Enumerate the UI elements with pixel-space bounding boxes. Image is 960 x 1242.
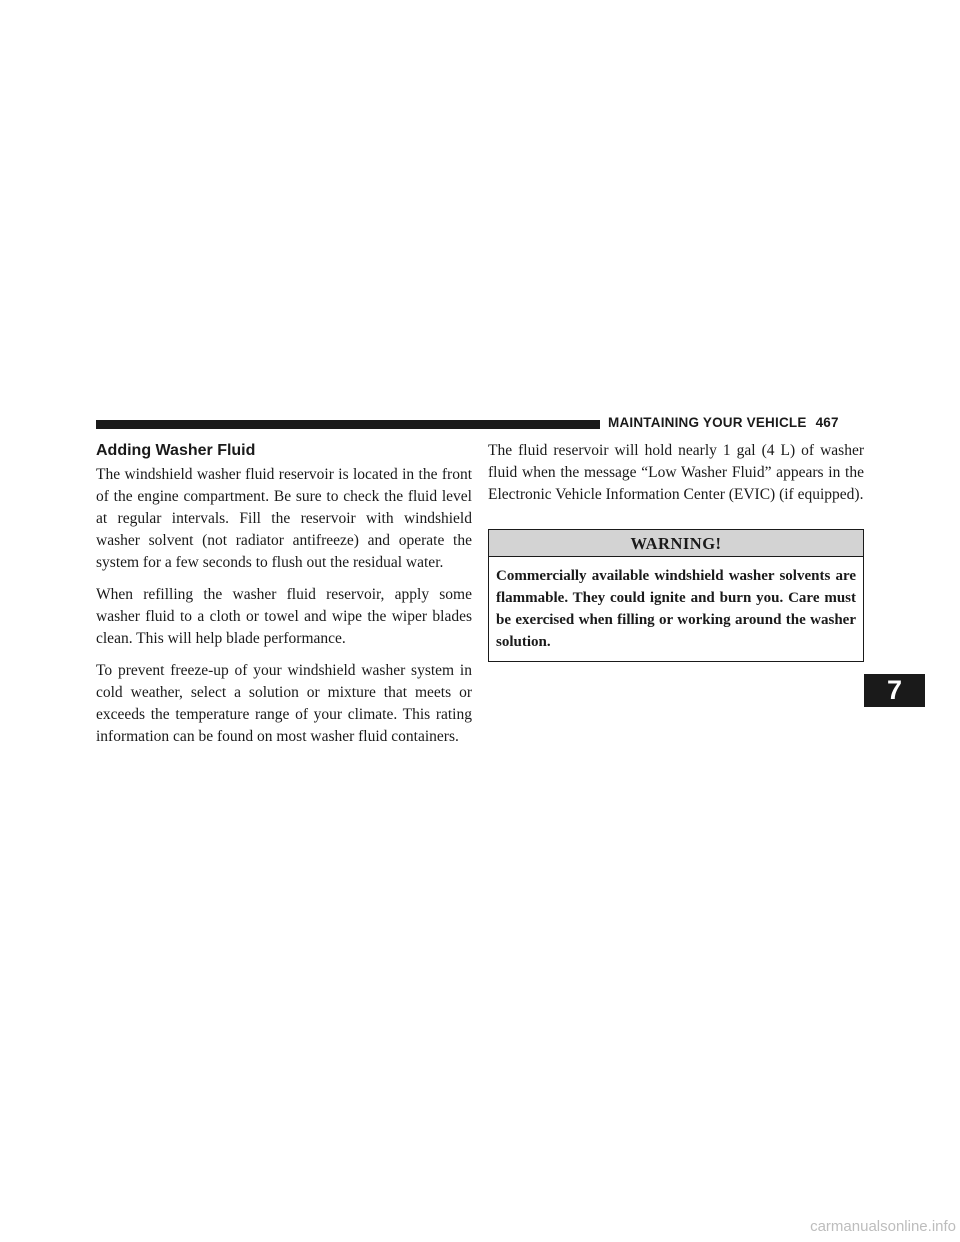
watermark: carmanualsonline.info <box>810 1218 956 1235</box>
header-rule <box>96 420 600 429</box>
warning-title: WARNING! <box>489 530 863 557</box>
left-column <box>96 440 472 758</box>
paragraph-freeze-up: To prevent freeze-up of your windshield washer system in cold weather, select a solution or mixture that meets or exceeds the temperature range of your climate. This rating information can be found on most washer fluid containers. <box>96 662 472 745</box>
header-section-title: MAINTAINING YOUR VEHICLE <box>608 415 807 430</box>
right-column <box>488 440 864 516</box>
section-heading: Adding Washer Fluid <box>96 442 256 459</box>
chapter-tab: 7 <box>864 674 925 707</box>
paragraph-reservoir-capacity: The fluid reservoir will hold nearly 1 gal (4 L) of washer fluid when the message “Low Washer Fluid” appears in the Electronic Vehicle Information Center (EVIC) (if equipped). <box>488 442 864 503</box>
running-header <box>608 415 839 430</box>
warning-box <box>488 529 864 662</box>
paragraph-reservoir-location: The windshield washer fluid reservoir is located in the front of the engine compartment. Be sure to check the fluid level at regular intervals. Fill the reservoir with windshield washer solvent (not radiator antifreeze) and operate the system for a few seconds to flush out the residual water. <box>96 466 472 571</box>
paragraph-refilling: When refilling the washer fluid reservoir, apply some washer fluid to a cloth or towel and wipe the wiper blades clean. This will help blade performance. <box>96 586 472 647</box>
warning-text: Commercially available windshield washer solvents are flammable. They could ignite and burn you. Care must be exercised when filling or working around the washer solution. <box>496 568 856 650</box>
page-number: 467 <box>815 415 839 430</box>
